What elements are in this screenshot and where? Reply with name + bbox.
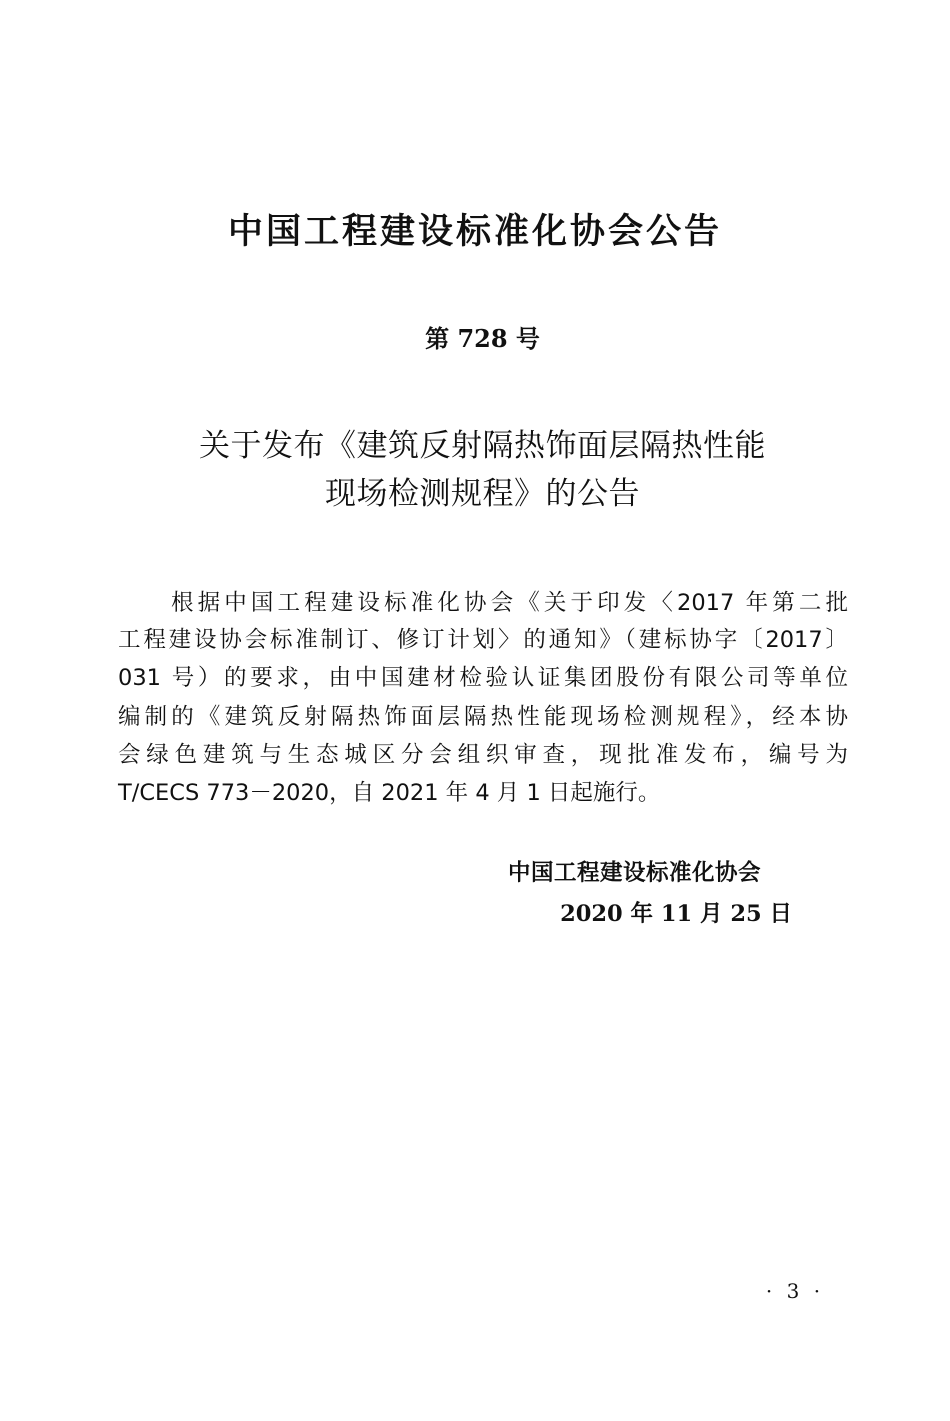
body-line: 编制的《建筑反射隔热饰面层隔热性能现场检测规程》，经本协 bbox=[118, 704, 848, 730]
body-line: 会绿色建筑与生态城区分会组织审查，现批准发布，编号为 bbox=[118, 742, 848, 768]
body-line: 工程建设协会标准制订、修订计划〉的通知》（建标协字〔2017〕 bbox=[118, 627, 848, 653]
signature-date: 2020 年 11 月 25 日 bbox=[560, 901, 792, 927]
announcement-number: 第 728 号 bbox=[425, 324, 540, 353]
body-line: 根据中国工程建设标准化协会《关于印发〈2017 年第二批 bbox=[171, 590, 848, 616]
page-number: · 3 · bbox=[765, 1279, 825, 1303]
body-line: 031 号）的要求，由中国建材检验认证集团股份有限公司等单位 bbox=[118, 665, 848, 691]
announcement-subtitle-line-2: 现场检测规程》的公告 bbox=[325, 476, 640, 512]
signature-organization: 中国工程建设标准化协会 bbox=[508, 860, 762, 886]
announcement-subtitle-line-1: 关于发布《建筑反射隔热饰面层隔热性能 bbox=[199, 428, 766, 464]
body-line: T/CECS 773－2020，自 2021 年 4 月 1 日起施行。 bbox=[118, 780, 661, 806]
announcement-title: 中国工程建设标准化协会公告 bbox=[227, 212, 722, 252]
